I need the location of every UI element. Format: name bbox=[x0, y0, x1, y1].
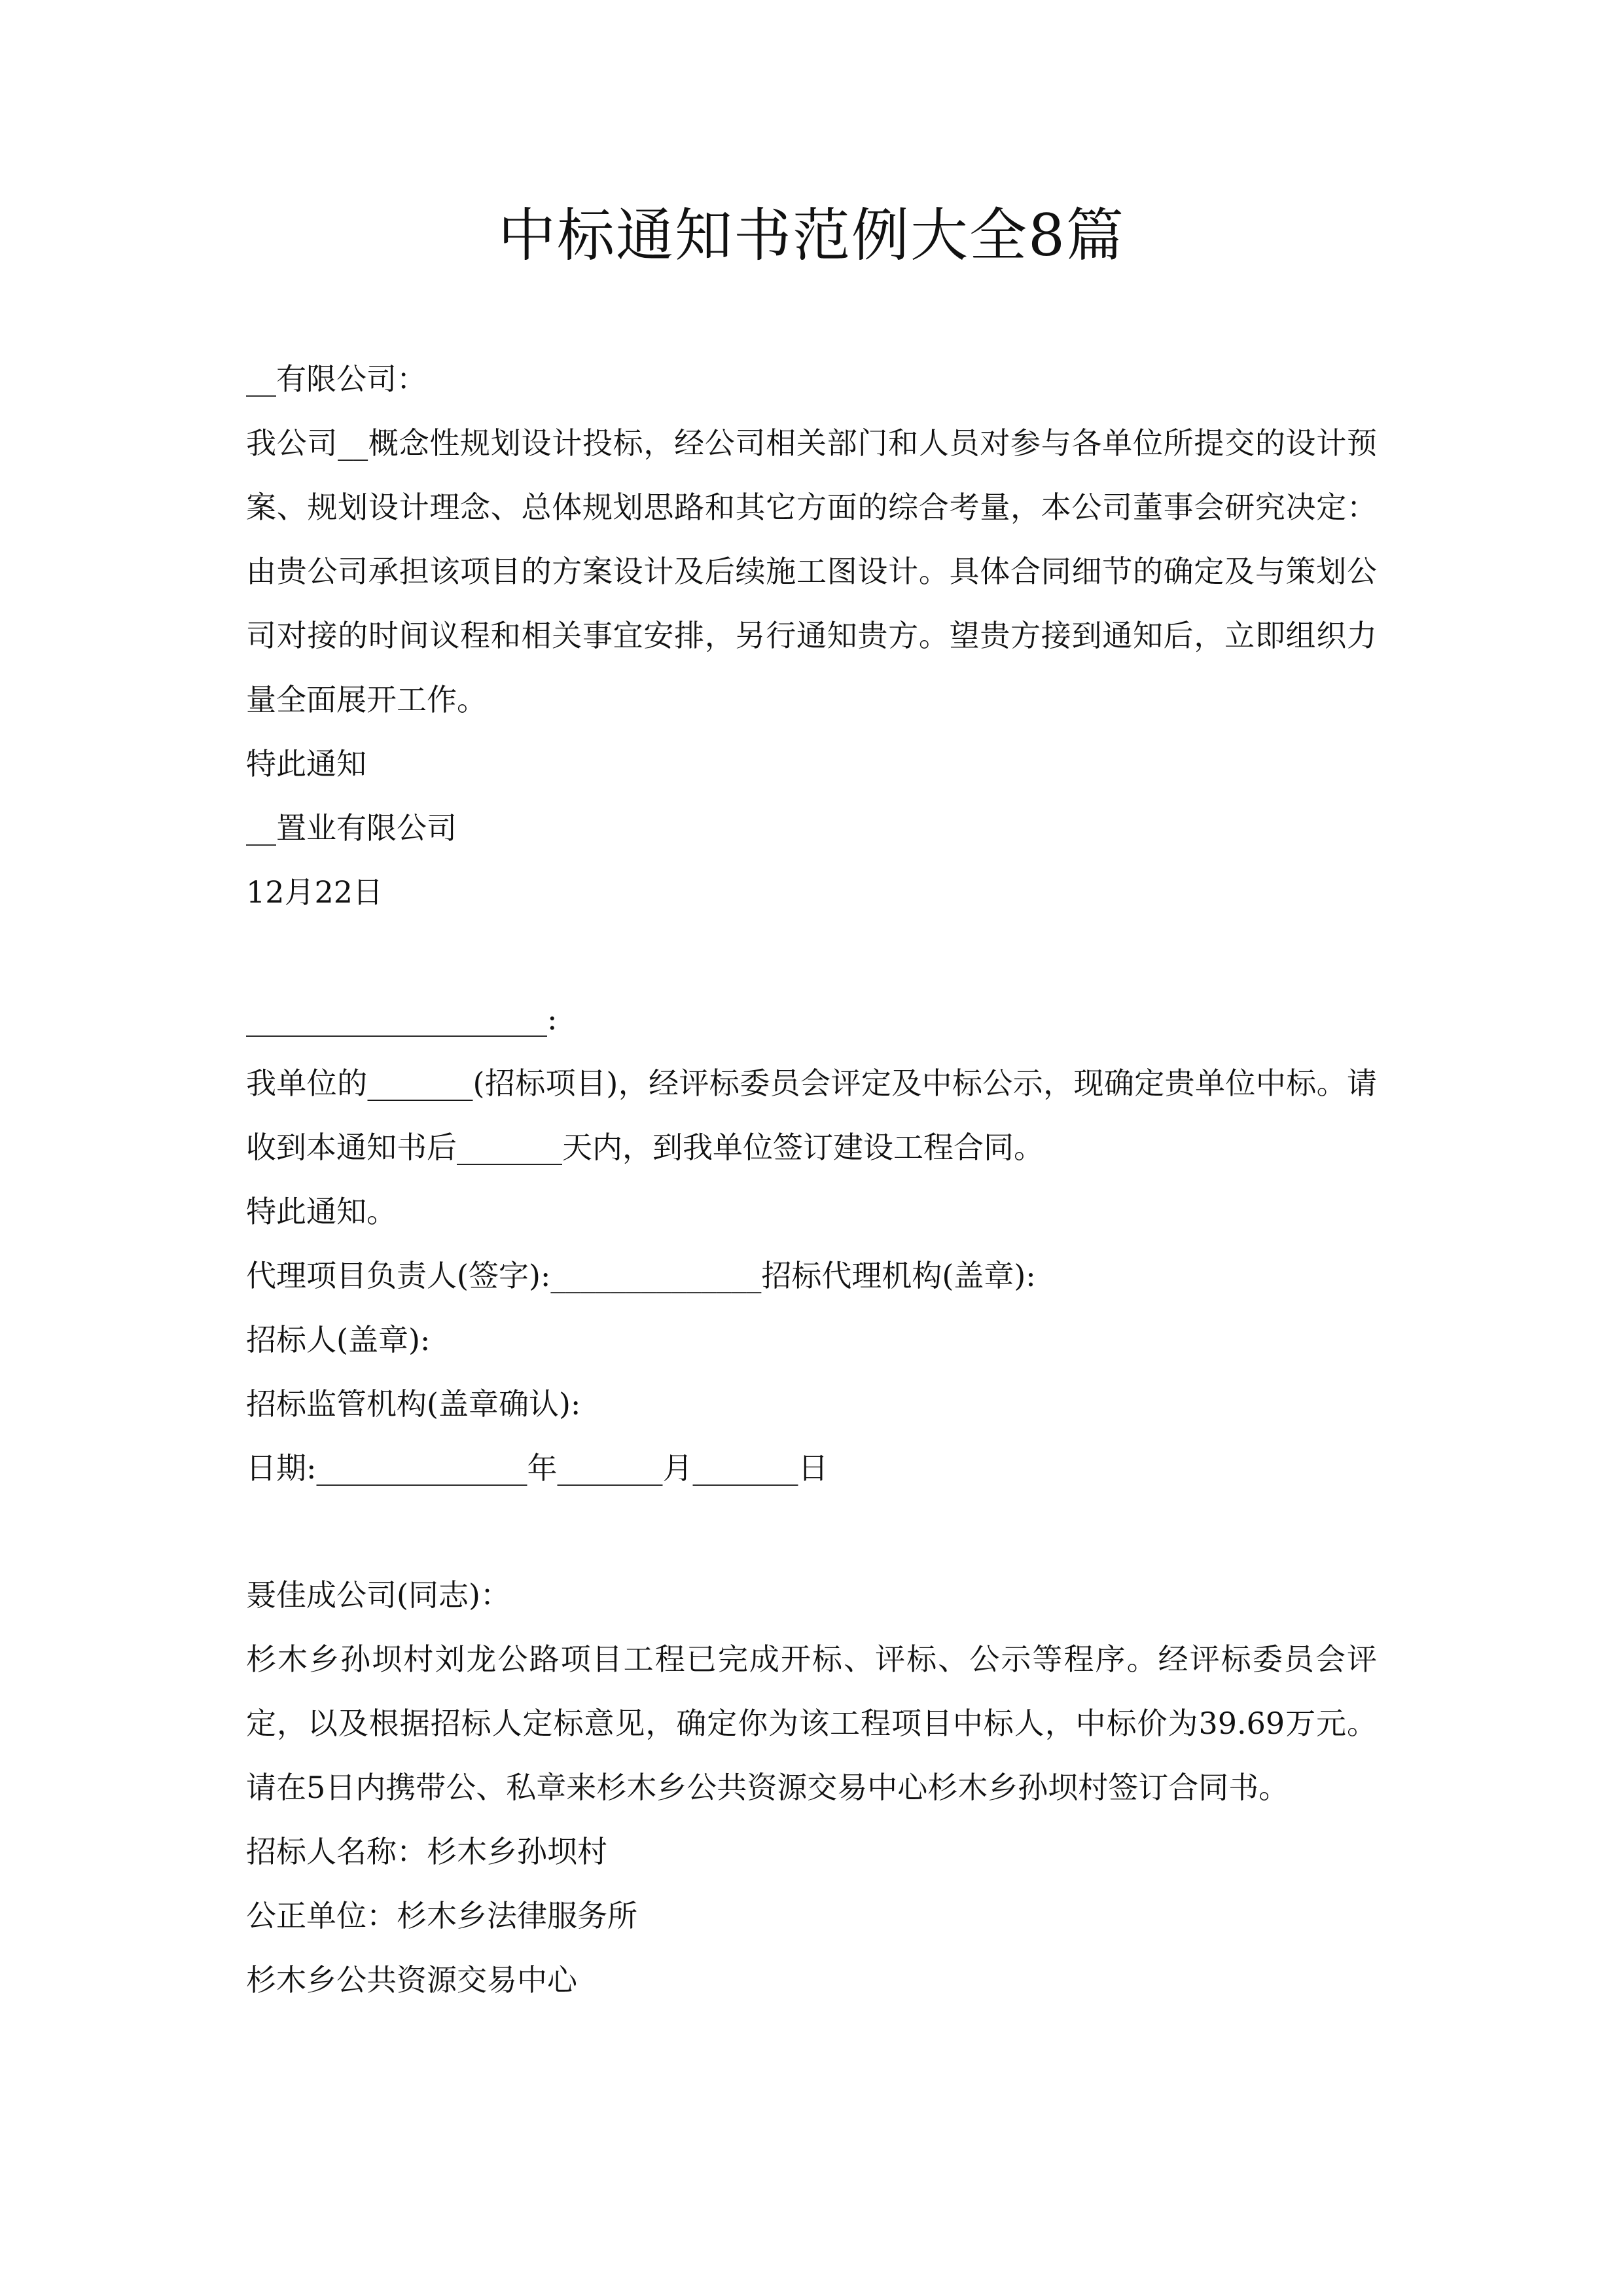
date-line: 日期:______________年_______月_______日 bbox=[246, 1450, 829, 1486]
notary-unit: 公正单位：杉木乡法律服务所 bbox=[246, 1898, 637, 1933]
notice-date: 12月22日 bbox=[246, 874, 383, 910]
trading-center: 杉木乡公共资源交易中心 bbox=[246, 1962, 577, 1998]
notice-section-3 bbox=[246, 1563, 1377, 2012]
notice-section-2 bbox=[246, 987, 1377, 1500]
salutation: ____________________: bbox=[246, 1001, 558, 1037]
signature-company: __置业有限公司 bbox=[246, 810, 457, 846]
notice-paragraph: 我公司__概念性规划设计投标，经公司相关部门和人员对参与各单位所提交的设计预案、规划设计理念、总体规划思路和其它方面的综合考量，本公司董事会研究决定：由贵公司承担该项目的方案设计及后续施工图设计。具体合同细节的确定及与策划公司对接的时间议程和相关事宜安排，另行通知贵方。望贵方接到通知后，立即组织力量全面展开工作。 bbox=[246, 425, 1377, 717]
section-spacer bbox=[246, 1500, 1377, 1563]
tenderer-seal-line: 招标人(盖章): bbox=[246, 1322, 431, 1357]
agent-signature-line: 代理项目负责人(签字):______________招标代理机构(盖章): bbox=[246, 1258, 1036, 1293]
document-title: 中标通知书范例大全8篇 bbox=[498, 202, 1125, 269]
section-spacer bbox=[246, 924, 1377, 987]
notice-paragraph: 我单位的_______(招标项目)，经评标委员会评定及中标公示，现确定贵单位中标。请收到本通知书后_______天内，到我单位签订建设工程合同。 bbox=[246, 1066, 1377, 1165]
closing-text: 特此通知。 bbox=[246, 1194, 397, 1229]
salutation: __有限公司： bbox=[246, 361, 427, 397]
closing-text: 特此通知 bbox=[246, 746, 366, 781]
supervisor-seal-line: 招标监管机构(盖章确认): bbox=[246, 1386, 581, 1422]
tenderer-name: 招标人名称：杉木乡孙坝村 bbox=[246, 1834, 607, 1869]
notice-paragraph: 杉木乡孙坝村刘龙公路项目工程已完成开标、评标、公示等程序。经评标委员会评定，以及根据招标人定标意见，确定你为该工程项目中标人，中标价为39.69万元。请在5日内携带公、私章来杉木乡公共资源交易中心杉木乡孙坝村签订合同书。 bbox=[246, 1641, 1377, 1805]
notice-section-1 bbox=[246, 347, 1377, 924]
salutation: 聂佳成公司(同志)： bbox=[246, 1577, 510, 1613]
document-body bbox=[246, 347, 1377, 2012]
